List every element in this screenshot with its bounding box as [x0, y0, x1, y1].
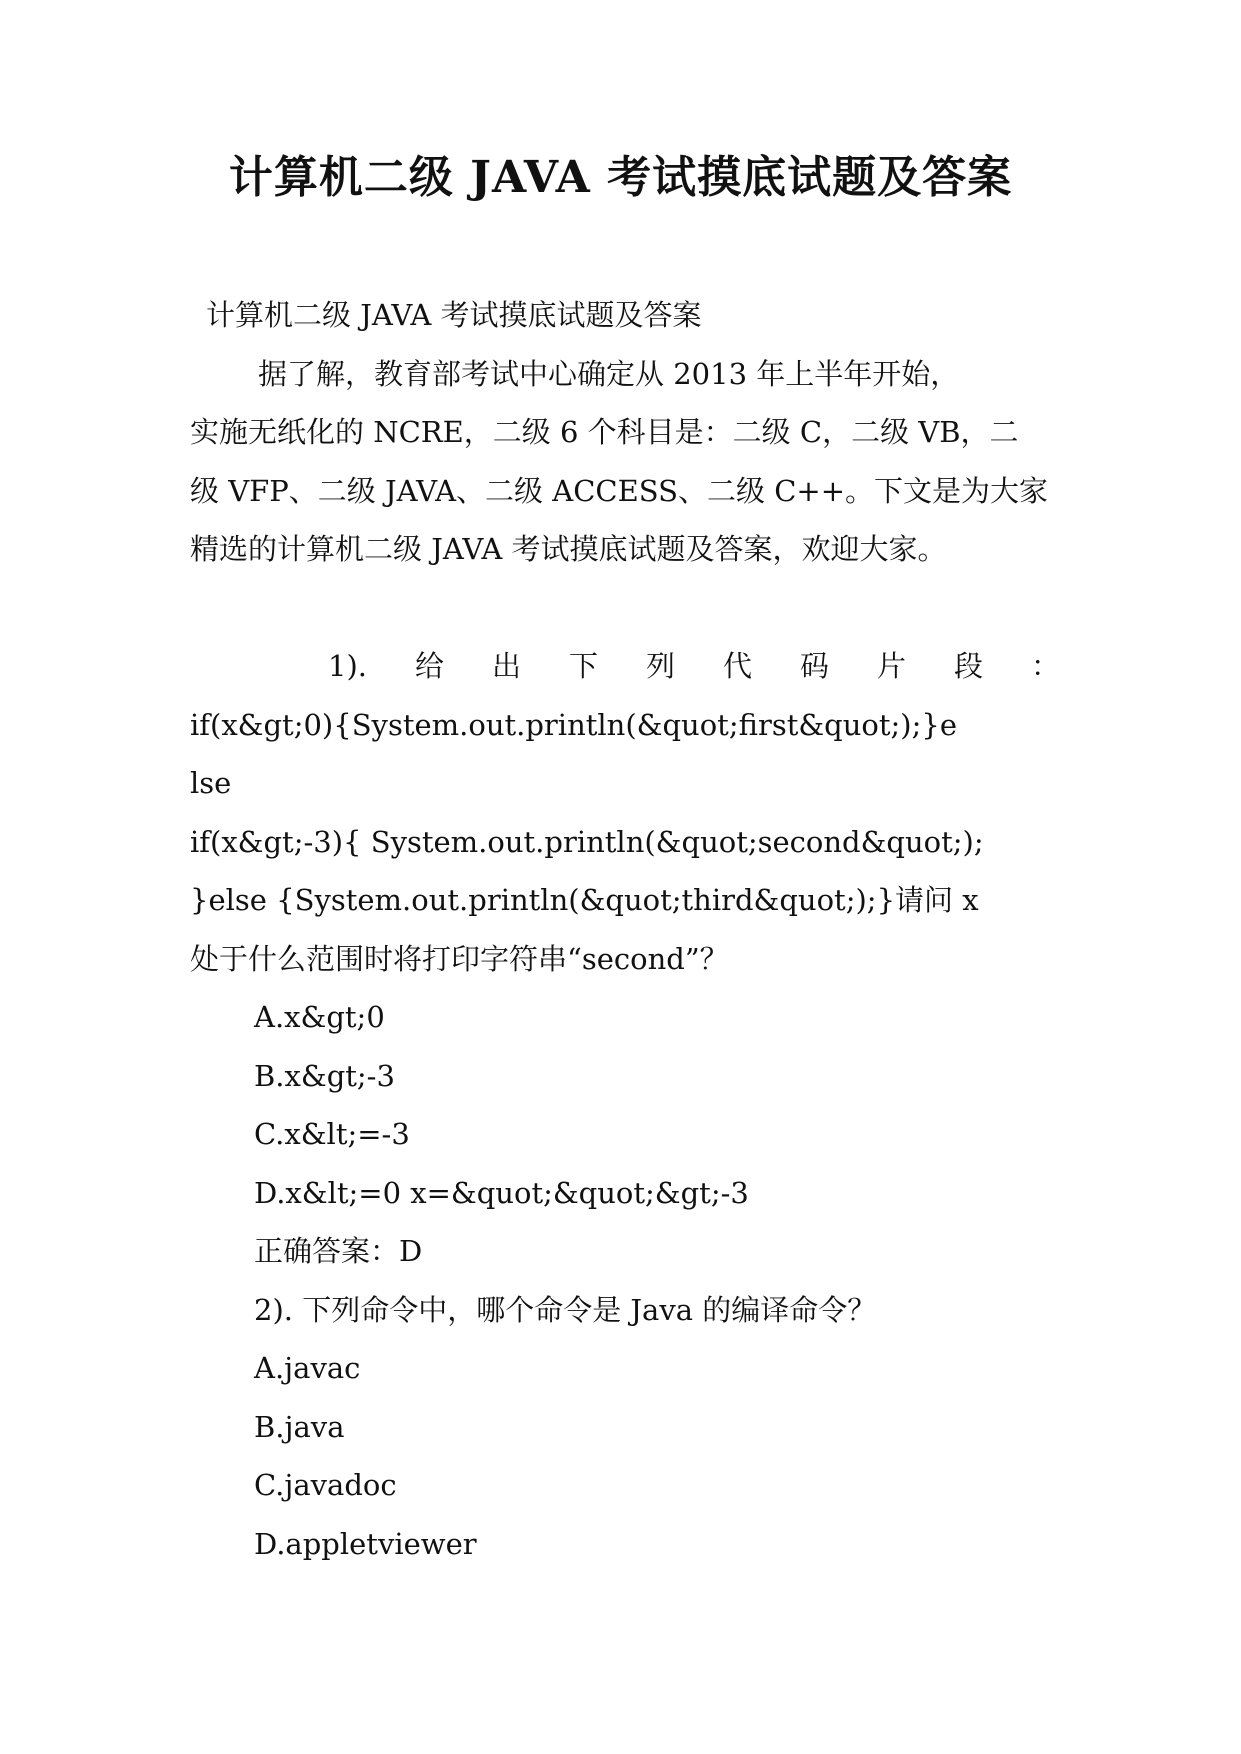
- code-line: lse: [190, 766, 232, 800]
- option-c: C.javadoc: [254, 1468, 397, 1502]
- question-2-text: 2). 下列命令中，哪个命令是 Java 的编译命令？: [254, 1292, 877, 1327]
- prompt-char: 出: [491, 649, 521, 683]
- prompt-char: 代: [722, 649, 752, 683]
- subtitle: 计算机二级 JAVA 考试摸底试题及答案: [206, 298, 702, 332]
- option-a: A.javac: [254, 1351, 361, 1385]
- document-body: [190, 286, 1060, 1573]
- intro-line: 据了解，教育部考试中心确定从 2013 年上半年开始，: [258, 356, 960, 391]
- paragraph-gap: [190, 579, 1060, 638]
- document-title: 计算机二级 JAVA 考试摸底试题及答案: [228, 152, 1013, 203]
- question-1: [190, 637, 1060, 1281]
- prompt-char: 列: [645, 649, 675, 683]
- option-b: B.java: [254, 1409, 345, 1444]
- prompt-char: ：: [1030, 649, 1060, 683]
- code-line: if(x&gt;-3){ System.out.println(&quot;second&quot;);: [190, 824, 984, 859]
- code-line: if(x&gt;0){System.out.println(&quot;first&quot;);}e: [190, 707, 957, 742]
- prompt-char: 下: [568, 649, 598, 683]
- question-2: [190, 1281, 1060, 1574]
- intro-paragraph: [190, 345, 1060, 579]
- option-d: D.appletviewer: [254, 1526, 477, 1561]
- correct-answer: 正确答案：D: [254, 1234, 423, 1268]
- option-d: D.x&lt;=0 x=&quot;&quot;&gt;-3: [254, 1175, 749, 1210]
- option-a: A.x&gt;0: [254, 1000, 385, 1034]
- prompt-char: 码: [799, 649, 829, 683]
- prompt-char: 片: [876, 649, 906, 683]
- prompt-char: 段: [953, 649, 983, 683]
- option-b: B.x&gt;-3: [254, 1058, 395, 1093]
- option-c: C.x&lt;=-3: [254, 1117, 410, 1151]
- prompt-char: 给: [414, 649, 444, 683]
- question-1-number: 1).: [328, 649, 367, 683]
- intro-line: 实施无纸化的 NCRE，二级 6 个科目是：二级 C，二级 VB，二: [190, 415, 1019, 449]
- question-1-prompt: [190, 637, 1060, 696]
- intro-line: 级 VFP、二级 JAVA、二级 ACCESS、二级 C++。下文是为大家: [190, 473, 1048, 508]
- code-line: 处于什么范围时将打印字符串“second”？: [190, 941, 729, 976]
- code-line: }else {System.out.println(&quot;third&quot;);}请问 x: [190, 883, 979, 917]
- intro-line: 精选的计算机二级 JAVA 考试摸底试题及答案，欢迎大家。: [190, 532, 947, 566]
